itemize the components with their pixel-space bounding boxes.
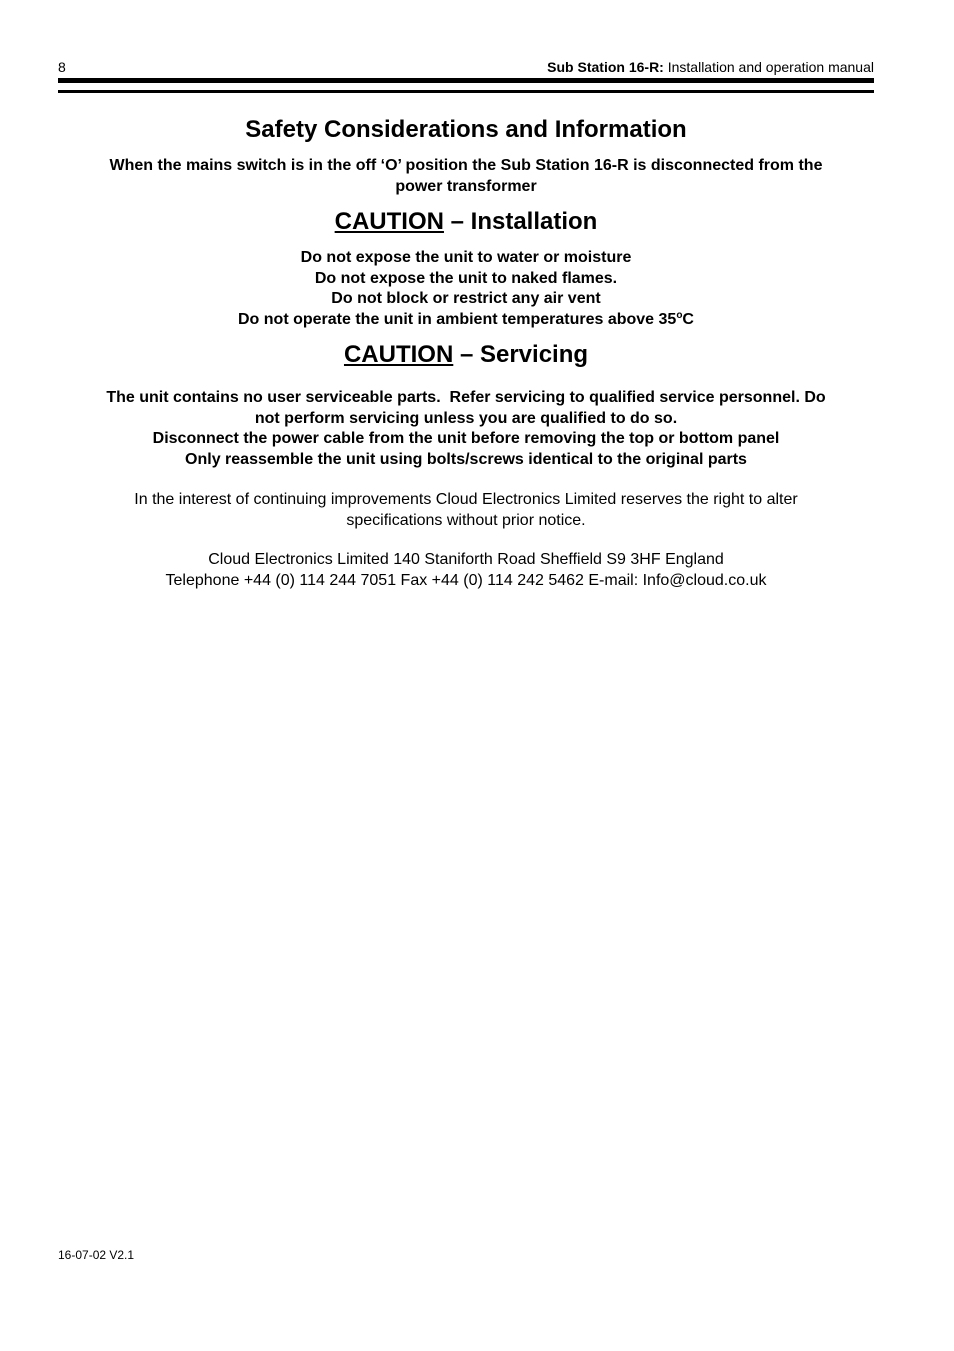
caution-installation-heading (58, 207, 874, 237)
installation-warning: Do not expose the unit to water or moisture (300, 249, 632, 266)
company-phone-email: Telephone +44 (0) 114 244 7051 Fax +44 (0) 114 242 5462 E-mail: Info@cloud.co.uk (165, 571, 767, 589)
temperature-unit: C (682, 310, 694, 328)
servicing-warning: Disconnect the power cable from the unit before removing the top or bottom panel (152, 430, 780, 447)
notice-line: In the interest of continuing improvements Cloud Electronics Limited reserves the right to alter (134, 491, 798, 508)
installation-warnings (58, 248, 874, 330)
caution-servicing-subject: – Servicing (453, 341, 589, 368)
mains-switch-note (58, 156, 874, 197)
header-rule-thick (58, 78, 874, 83)
page-header (58, 58, 874, 76)
improvements-notice (58, 490, 874, 531)
intro-line: power transformer (395, 177, 537, 195)
servicing-warning: not perform servicing unless you are qualified to do so. (254, 409, 678, 427)
caution-servicing-heading (58, 340, 874, 370)
running-title-product: Sub Station 16-R: (547, 59, 664, 75)
caution-installation-subject: – Installation (443, 208, 598, 235)
servicing-warning: Only reassemble the unit using bolts/screws identical to the original parts (185, 450, 747, 468)
installation-warning: Do not expose the unit to naked flames. (314, 269, 618, 287)
company-address: Cloud Electronics Limited 140 Staniforth Road Sheffield S9 3HF England (208, 551, 724, 568)
installation-warning: Do not block or restrict any air vent (331, 290, 601, 307)
header-rule-thin (58, 90, 874, 93)
company-contact (58, 550, 874, 591)
running-title (547, 58, 874, 76)
document-version: 16-07-02 V2.1 (58, 1248, 135, 1262)
temperature-warning (58, 310, 874, 331)
temperature-warning-text: Do not operate the unit in ambient temperatures above 35 (238, 310, 677, 328)
degree-sign: o (676, 309, 683, 321)
running-title-rest: Installation and operation manual (663, 59, 874, 75)
page-number: 8 (58, 59, 66, 75)
notice-line: specifications without prior notice. (346, 511, 586, 529)
intro-line: When the mains switch is in the off ‘O’ position the Sub Station 16-R is disconnected from the (109, 157, 823, 174)
caution-word: CAUTION (343, 341, 454, 368)
page-title: Safety Considerations and Information (245, 116, 687, 143)
servicing-warning: The unit contains no user serviceable parts. Refer servicing to qualified service personnel. Do (106, 389, 826, 406)
servicing-warnings (58, 388, 874, 470)
caution-word: CAUTION (334, 208, 444, 235)
